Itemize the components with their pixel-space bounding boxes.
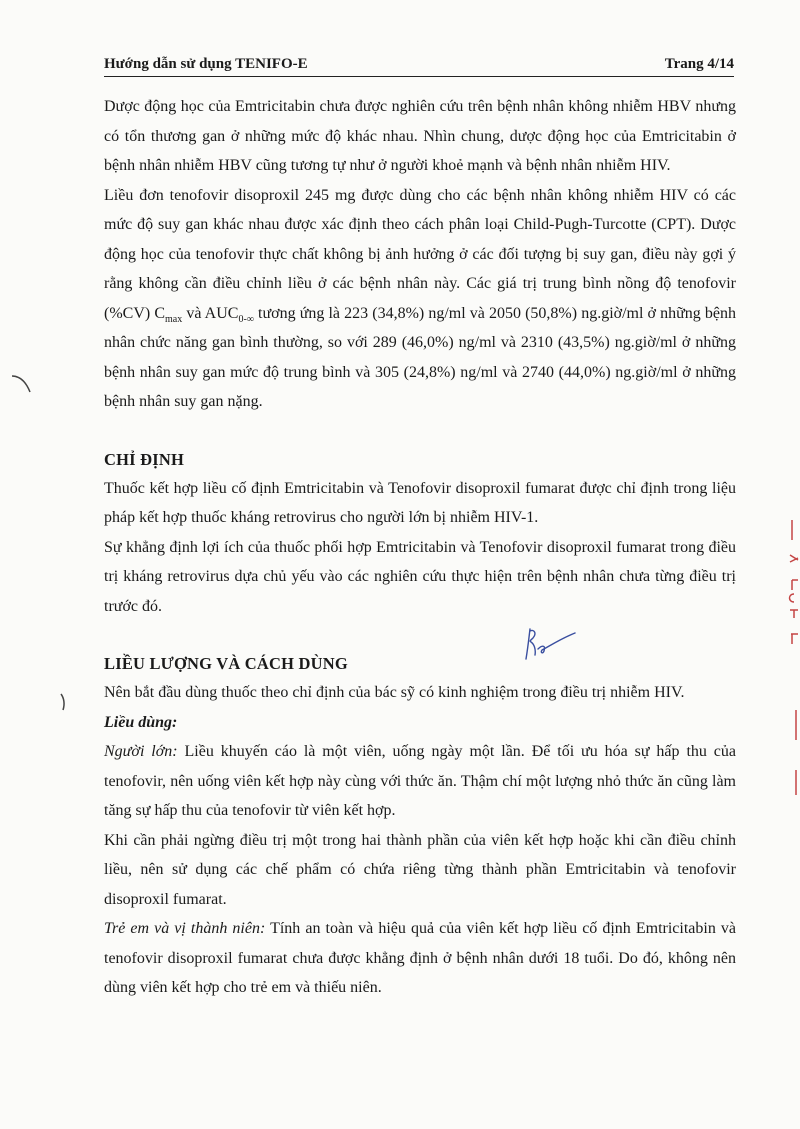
dose-adjust-paragraph: Khi cần phải ngừng điều trị một trong hai thành phần của viên kết hợp hoặc khi cần điều chỉnh liều, nên sử dụng các chế phẩm có chứa riêng từng thành phần Emtricitabin và tenofovir disoproxil fumarat. <box>104 831 736 908</box>
indication-paragraph-1: Thuốc kết hợp liều cố định Emtricitabin và Tenofovir disoproxil fumarat được chỉ định trong liệu pháp kết hợp thuốc kháng retrovirus cho người lớn bị nhiễm HIV-1. <box>104 479 736 526</box>
dosage-paragraph-1: Nên bắt đầu dùng thuốc theo chỉ định của bác sỹ có kinh nghiệm trong điều trị nhiễm HIV. <box>104 684 685 701</box>
stamp-edge <box>786 510 800 810</box>
pk-paragraph-2: Liều đơn tenofovir disoproxil 245 mg được dùng cho các bệnh nhân không nhiễm HIV có các mức độ suy gan khác nhau được xác định theo cách phân loại Child-Pugh-Turcotte (CPT). Dược động học của tenofovir thực chất không bị ảnh hưởng ở các đối tượng bị suy gan, điều này gợi ý rằng không cần điều chỉnh liều ở các bệnh nhân này. Các giá trị trung bình nồng độ tenofovir (%CV) $C_{max}$ và $AUC_{0-\infty}$ tương ứng là 223 (34,8%) ng/ml và 2050 (50,8%) ng.giờ/ml ở những bệnh nhân chức năng gan bình thường, so với 289 (46,0%) ng/ml và 2310 (43,5%) ng.giờ/ml ở những bệnh nhân suy gan mức độ trung bình và 305 (24,8%) ng/ml và 2740 (44,0%) ng.giờ/ml ở những bệnh nhân suy gan nặng. <box>104 186 736 410</box>
pediatric-label: Trẻ em và vị thành niên: <box>104 920 266 937</box>
dosage-subheading: Liều dùng: <box>104 713 178 731</box>
page-number: Trang 4/14 <box>664 56 734 72</box>
margin-mark-top <box>8 368 38 398</box>
dosage-heading: LIỀU LƯỢNG VÀ CÁCH DÙNG <box>104 654 348 673</box>
adult-dosage-paragraph: Người lớn: Liều khuyến cáo là một viên, uống ngày một lần. Để tối ưu hóa sự hấp thu của tenofovir, nên uống viên kết hợp này cùng với thức ăn. Thậm chí một lượng nhỏ thức ăn cũng làm tăng sự hấp thu của tenofovir từ viên kết hợp. <box>104 743 736 819</box>
page-header <box>104 52 734 77</box>
adult-label: Người lớn: <box>104 743 178 760</box>
pk-paragraph-1: Dược động học của Emtricitabin chưa được nghiên cứu trên bệnh nhân không nhiễm HBV nhưng có tổn thương gan ở những mức độ khác nhau. Nhìn chung, dược động học của Emtricitabin ở bệnh nhân nhiễm HBV cũng tương tự như ở người khoẻ mạnh và bệnh nhân nhiễm HIV. <box>104 98 736 174</box>
pediatric-paragraph: Trẻ em và vị thành niên: Tính an toàn và hiệu quả của viên kết hợp liều cố định Emtricitabin và tenofovir disoproxil fumarat chưa được khẳng định ở bệnh nhân dưới 18 tuổi. Do đó, không nên dùng viên kết hợp cho trẻ em và thiếu niên. <box>104 920 737 996</box>
indication-heading: CHỈ ĐỊNH <box>104 449 184 469</box>
margin-mark-bottom <box>58 692 70 712</box>
main-content <box>104 92 736 1003</box>
signature-mark <box>520 625 580 665</box>
indication-paragraph-2: Sự khẳng định lợi ích của thuốc phối hợp Emtricitabin và Tenofovir disoproxil fumarat trong điều trị kháng retrovirus dựa chủ yếu vào các nghiên cứu thực hiện trên bệnh nhân chưa từng điều trị trước đó. <box>104 538 736 615</box>
document-title: Hướng dẫn sử dụng TENIFO-E <box>104 56 308 72</box>
